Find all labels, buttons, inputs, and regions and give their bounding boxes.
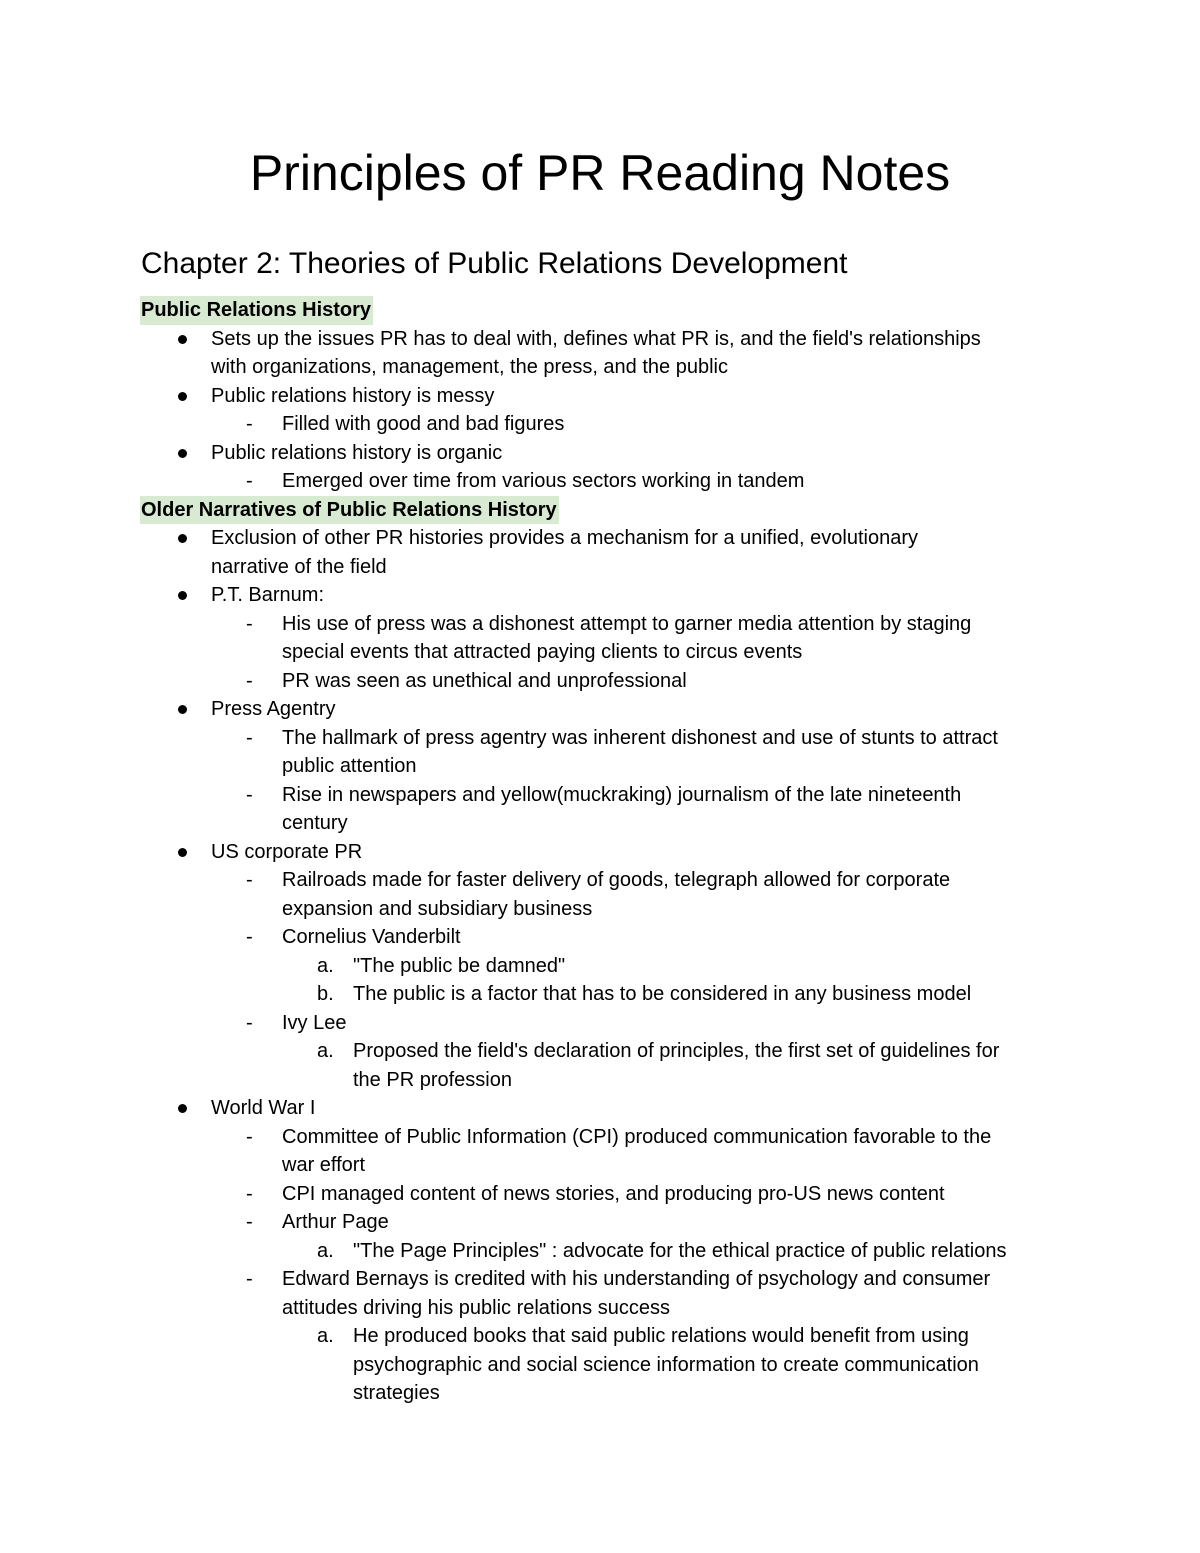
dash-marker: -	[246, 413, 253, 435]
list-letter: b.	[317, 983, 334, 1005]
list-item-text: Exclusion of other PR histories provides a mechanism for a unified, evolutionary	[211, 527, 919, 549]
list-item	[141, 1066, 1071, 1095]
dash-marker: -	[246, 470, 253, 492]
list-item-text: public attention	[282, 755, 417, 777]
dash-marker: -	[246, 669, 253, 692]
list-item-text: Proposed the field's declaration of principles, the first set of guidelines for	[353, 1040, 1000, 1062]
list-item	[141, 980, 1071, 1009]
list-item	[141, 1094, 1071, 1123]
dash-marker: -	[246, 783, 253, 806]
list-item-text: "The public be damned"	[353, 954, 566, 977]
bullet-icon	[178, 449, 187, 458]
section-heading-row	[141, 296, 1071, 325]
list-item	[141, 724, 1071, 753]
list-item-text: psychographic and social science information to create communication	[353, 1353, 979, 1376]
list-item	[141, 1322, 1071, 1351]
list-item	[141, 838, 1071, 867]
list-item-text: His use of press was a dishonest attempt to garner media attention by staging	[282, 612, 972, 635]
bullet-icon	[178, 335, 187, 344]
list-item	[141, 895, 1071, 924]
list-item-text: strategies	[353, 1382, 440, 1404]
list-item	[141, 695, 1071, 724]
list-item	[141, 581, 1071, 610]
list-letter: a.	[317, 1040, 334, 1062]
dash-marker: -	[246, 612, 253, 635]
section-heading-row	[141, 496, 1071, 525]
list-letter: a.	[317, 954, 334, 977]
list-item-text: Emerged over time from various sectors working in tandem	[282, 470, 805, 492]
list-item-text: Committee of Public Information (CPI) produced communication favorable to the	[282, 1125, 992, 1148]
bullet-icon	[178, 534, 187, 543]
list-item	[141, 1009, 1071, 1038]
dash-marker: -	[246, 1011, 253, 1034]
list-item	[141, 638, 1071, 667]
dash-marker: -	[246, 1268, 253, 1290]
list-item-text: Press Agentry	[211, 698, 336, 720]
list-item-text: with organizations, management, the press, and the public	[211, 356, 728, 378]
list-item	[141, 410, 1071, 439]
list-item	[141, 952, 1071, 981]
list-item-text: narrative of the field	[211, 555, 387, 578]
dash-marker: -	[246, 1182, 253, 1205]
list-item-text: World War I	[211, 1097, 316, 1119]
list-item-text: attitudes driving his public relations success	[282, 1296, 670, 1319]
list-item	[141, 610, 1071, 639]
list-item	[141, 1123, 1071, 1152]
list-item	[141, 1265, 1071, 1294]
list-item-text: Cornelius Vanderbilt	[282, 926, 461, 948]
list-letter: a.	[317, 1239, 334, 1262]
list-item	[141, 1379, 1071, 1408]
list-item	[141, 467, 1071, 496]
dash-marker: -	[246, 869, 253, 891]
list-letter: a.	[317, 1325, 334, 1347]
list-item-text: century	[282, 812, 348, 834]
bullet-icon	[178, 848, 187, 857]
list-item-text: Edward Bernays is credited with his understanding of psychology and consumer	[282, 1268, 991, 1290]
list-item-text: Arthur Page	[282, 1211, 389, 1233]
dash-marker: -	[246, 926, 253, 948]
list-item	[141, 809, 1071, 838]
bullet-icon	[178, 705, 187, 714]
bullet-icon	[178, 392, 187, 401]
list-item-text: Filled with good and bad figures	[282, 413, 565, 435]
list-item	[141, 1208, 1071, 1237]
list-item-text: expansion and subsidiary business	[282, 897, 593, 920]
notes-body	[141, 296, 1071, 1408]
list-item-text: Rise in newspapers and yellow(muckraking) journalism of the late nineteenth	[282, 783, 962, 806]
list-item-text: The hallmark of press agentry was inherent dishonest and use of stunts to attract	[282, 726, 998, 749]
list-item-text: P.T. Barnum:	[211, 584, 325, 606]
list-item	[141, 866, 1071, 895]
list-item-text: Railroads made for faster delivery of goods, telegraph allowed for corporate	[282, 869, 951, 891]
list-item	[141, 1237, 1071, 1266]
list-item	[141, 553, 1071, 582]
list-item	[141, 1037, 1071, 1066]
list-item-text: special events that attracted paying clients to circus events	[282, 641, 803, 663]
list-item-text: PR was seen as unethical and unprofessional	[282, 669, 687, 692]
document-title: Principles of PR Reading Notes	[249, 145, 951, 201]
list-item	[141, 667, 1071, 696]
list-item	[141, 1294, 1071, 1323]
list-item-text: war effort	[282, 1154, 365, 1176]
chapter-heading: Chapter 2: Theories of Public Relations Development	[141, 247, 848, 280]
list-item	[141, 1151, 1071, 1180]
list-item	[141, 524, 1071, 553]
dash-marker: -	[246, 726, 253, 749]
list-item	[141, 752, 1071, 781]
list-item	[141, 325, 1071, 354]
list-item-text: the PR profession	[353, 1068, 512, 1091]
list-item-text: Public relations history is organic	[211, 441, 503, 464]
list-item-text: The public is a factor that has to be considered in any business model	[353, 983, 972, 1005]
bullet-icon	[178, 1104, 187, 1113]
list-item-text: CPI managed content of news stories, and producing pro-US news content	[282, 1182, 945, 1205]
dash-marker: -	[246, 1125, 253, 1148]
list-item	[141, 1351, 1071, 1380]
bullet-icon	[178, 591, 187, 600]
list-item	[141, 1180, 1071, 1209]
list-item-text: Ivy Lee	[282, 1011, 347, 1034]
dash-marker: -	[246, 1211, 253, 1233]
list-item	[141, 439, 1071, 468]
list-item-text: "The Page Principles" : advocate for the ethical practice of public relations	[353, 1239, 1007, 1262]
list-item-text: Sets up the issues PR has to deal with, defines what PR is, and the field's relationships	[211, 327, 981, 350]
list-item-text: US corporate PR	[211, 840, 363, 863]
list-item-text: Public relations history is messy	[211, 384, 495, 407]
list-item-text: He produced books that said public relations would benefit from using	[353, 1325, 969, 1347]
list-item	[141, 382, 1071, 411]
list-item	[141, 353, 1071, 382]
section-heading: Public Relations History	[140, 296, 373, 325]
list-item	[141, 781, 1071, 810]
list-item	[141, 923, 1071, 952]
section-heading: Older Narratives of Public Relations History	[140, 496, 559, 525]
